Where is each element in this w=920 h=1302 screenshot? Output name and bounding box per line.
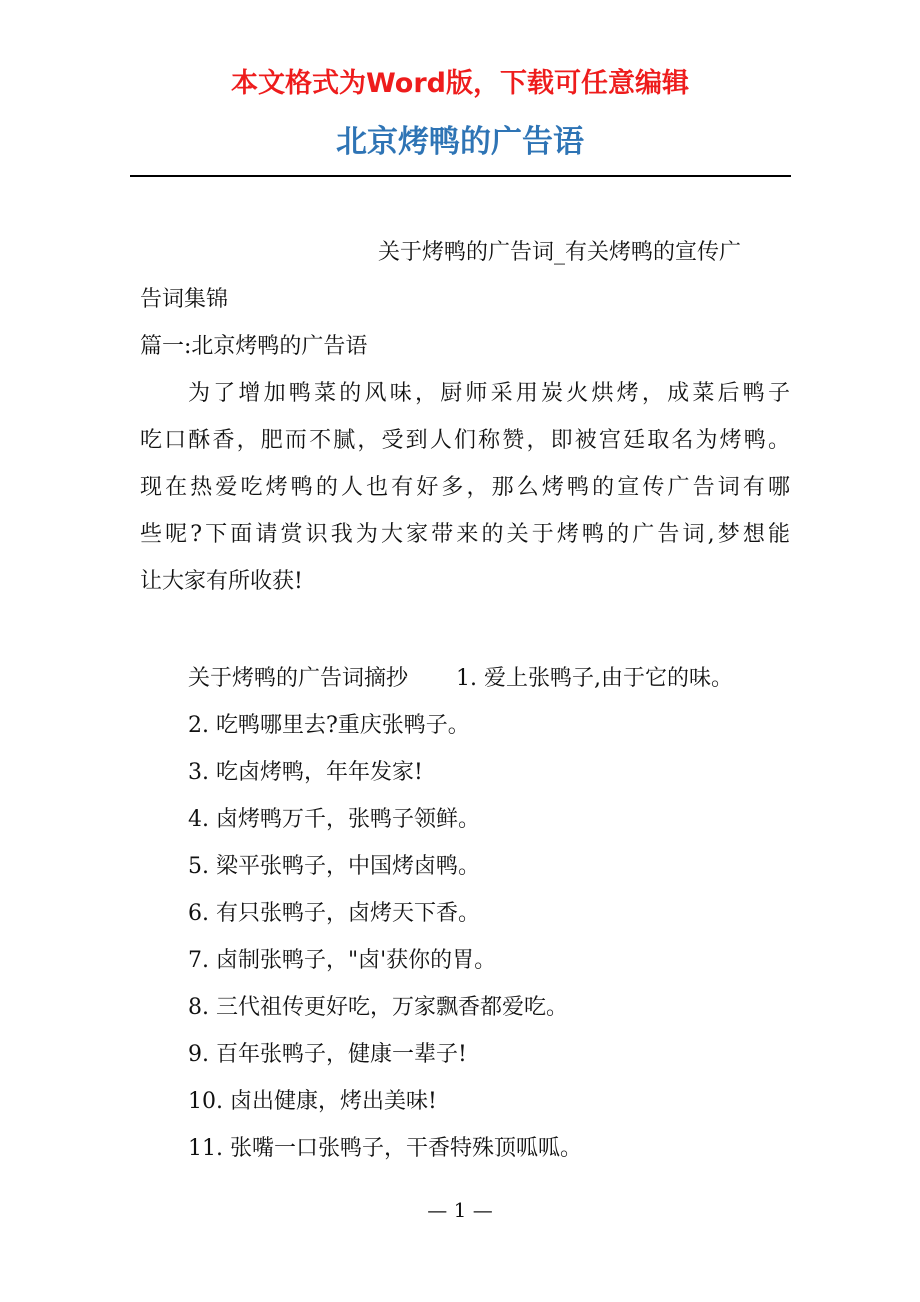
slogan-item: 3. 吃卤烤鸭，年年发家! — [188, 760, 423, 785]
slogan-item: 1. 爱上张鸭子,由于它的味。 — [456, 666, 733, 691]
intro-line-1: 关于烤鸭的广告词_有关烤鸭的宣传广 — [378, 240, 742, 265]
document-title: 北京烤鸭的广告语 — [336, 124, 584, 160]
slogan-item: 7. 卤制张鸭子，"卤'获你的胃。 — [188, 948, 497, 973]
paragraph-spacer — [140, 605, 790, 655]
document-body — [140, 229, 790, 1172]
slogan-item: 5. 梁平张鸭子，中国烤卤鸭。 — [188, 854, 480, 879]
slogan-item: 6. 有只张鸭子，卤烤天下香。 — [188, 901, 480, 926]
paragraph-line: 吃口酥香，肥而不腻，受到人们称赞，即被宫廷取名为烤鸭。 — [140, 428, 790, 453]
slogan-item: 4. 卤烤鸭万千，张鸭子领鲜。 — [188, 807, 480, 832]
format-notice-banner: 本文格式为Word版，下载可任意编辑 — [230, 68, 689, 99]
slogan-list-heading: 关于烤鸭的广告词摘抄 — [188, 666, 409, 691]
slogan-item: 10. 卤出健康，烤出美味! — [188, 1089, 437, 1114]
paragraph-line: 让大家有所收获! — [140, 569, 303, 594]
paragraph-line: 些呢?下面请赏识我为大家带来的关于烤鸭的广告词,梦想能 — [140, 522, 790, 547]
slogan-item: 9. 百年张鸭子，健康一辈子! — [188, 1042, 467, 1067]
paragraph-line: 现在热爱吃烤鸭的人也有好多，那么烤鸭的宣传广告词有哪 — [140, 475, 790, 500]
page-number: — 1 — — [427, 1198, 493, 1222]
slogan-list-heading-row — [140, 655, 790, 702]
intro-line-2: 告词集锦 — [140, 287, 229, 312]
section-heading: 篇一:北京烤鸭的广告语 — [140, 334, 368, 359]
slogan-item: 2. 吃鸭哪里去?重庆张鸭子。 — [188, 713, 470, 738]
slogan-item: 11. 张嘴一口张鸭子，干香特殊顶呱呱。 — [188, 1136, 582, 1161]
paragraph-line: 为了增加鸭菜的风味，厨师采用炭火烘烤，成菜后鸭子 — [188, 381, 790, 406]
title-divider — [130, 175, 791, 177]
slogan-item: 8. 三代祖传更好吃，万家飘香都爱吃。 — [188, 995, 568, 1020]
